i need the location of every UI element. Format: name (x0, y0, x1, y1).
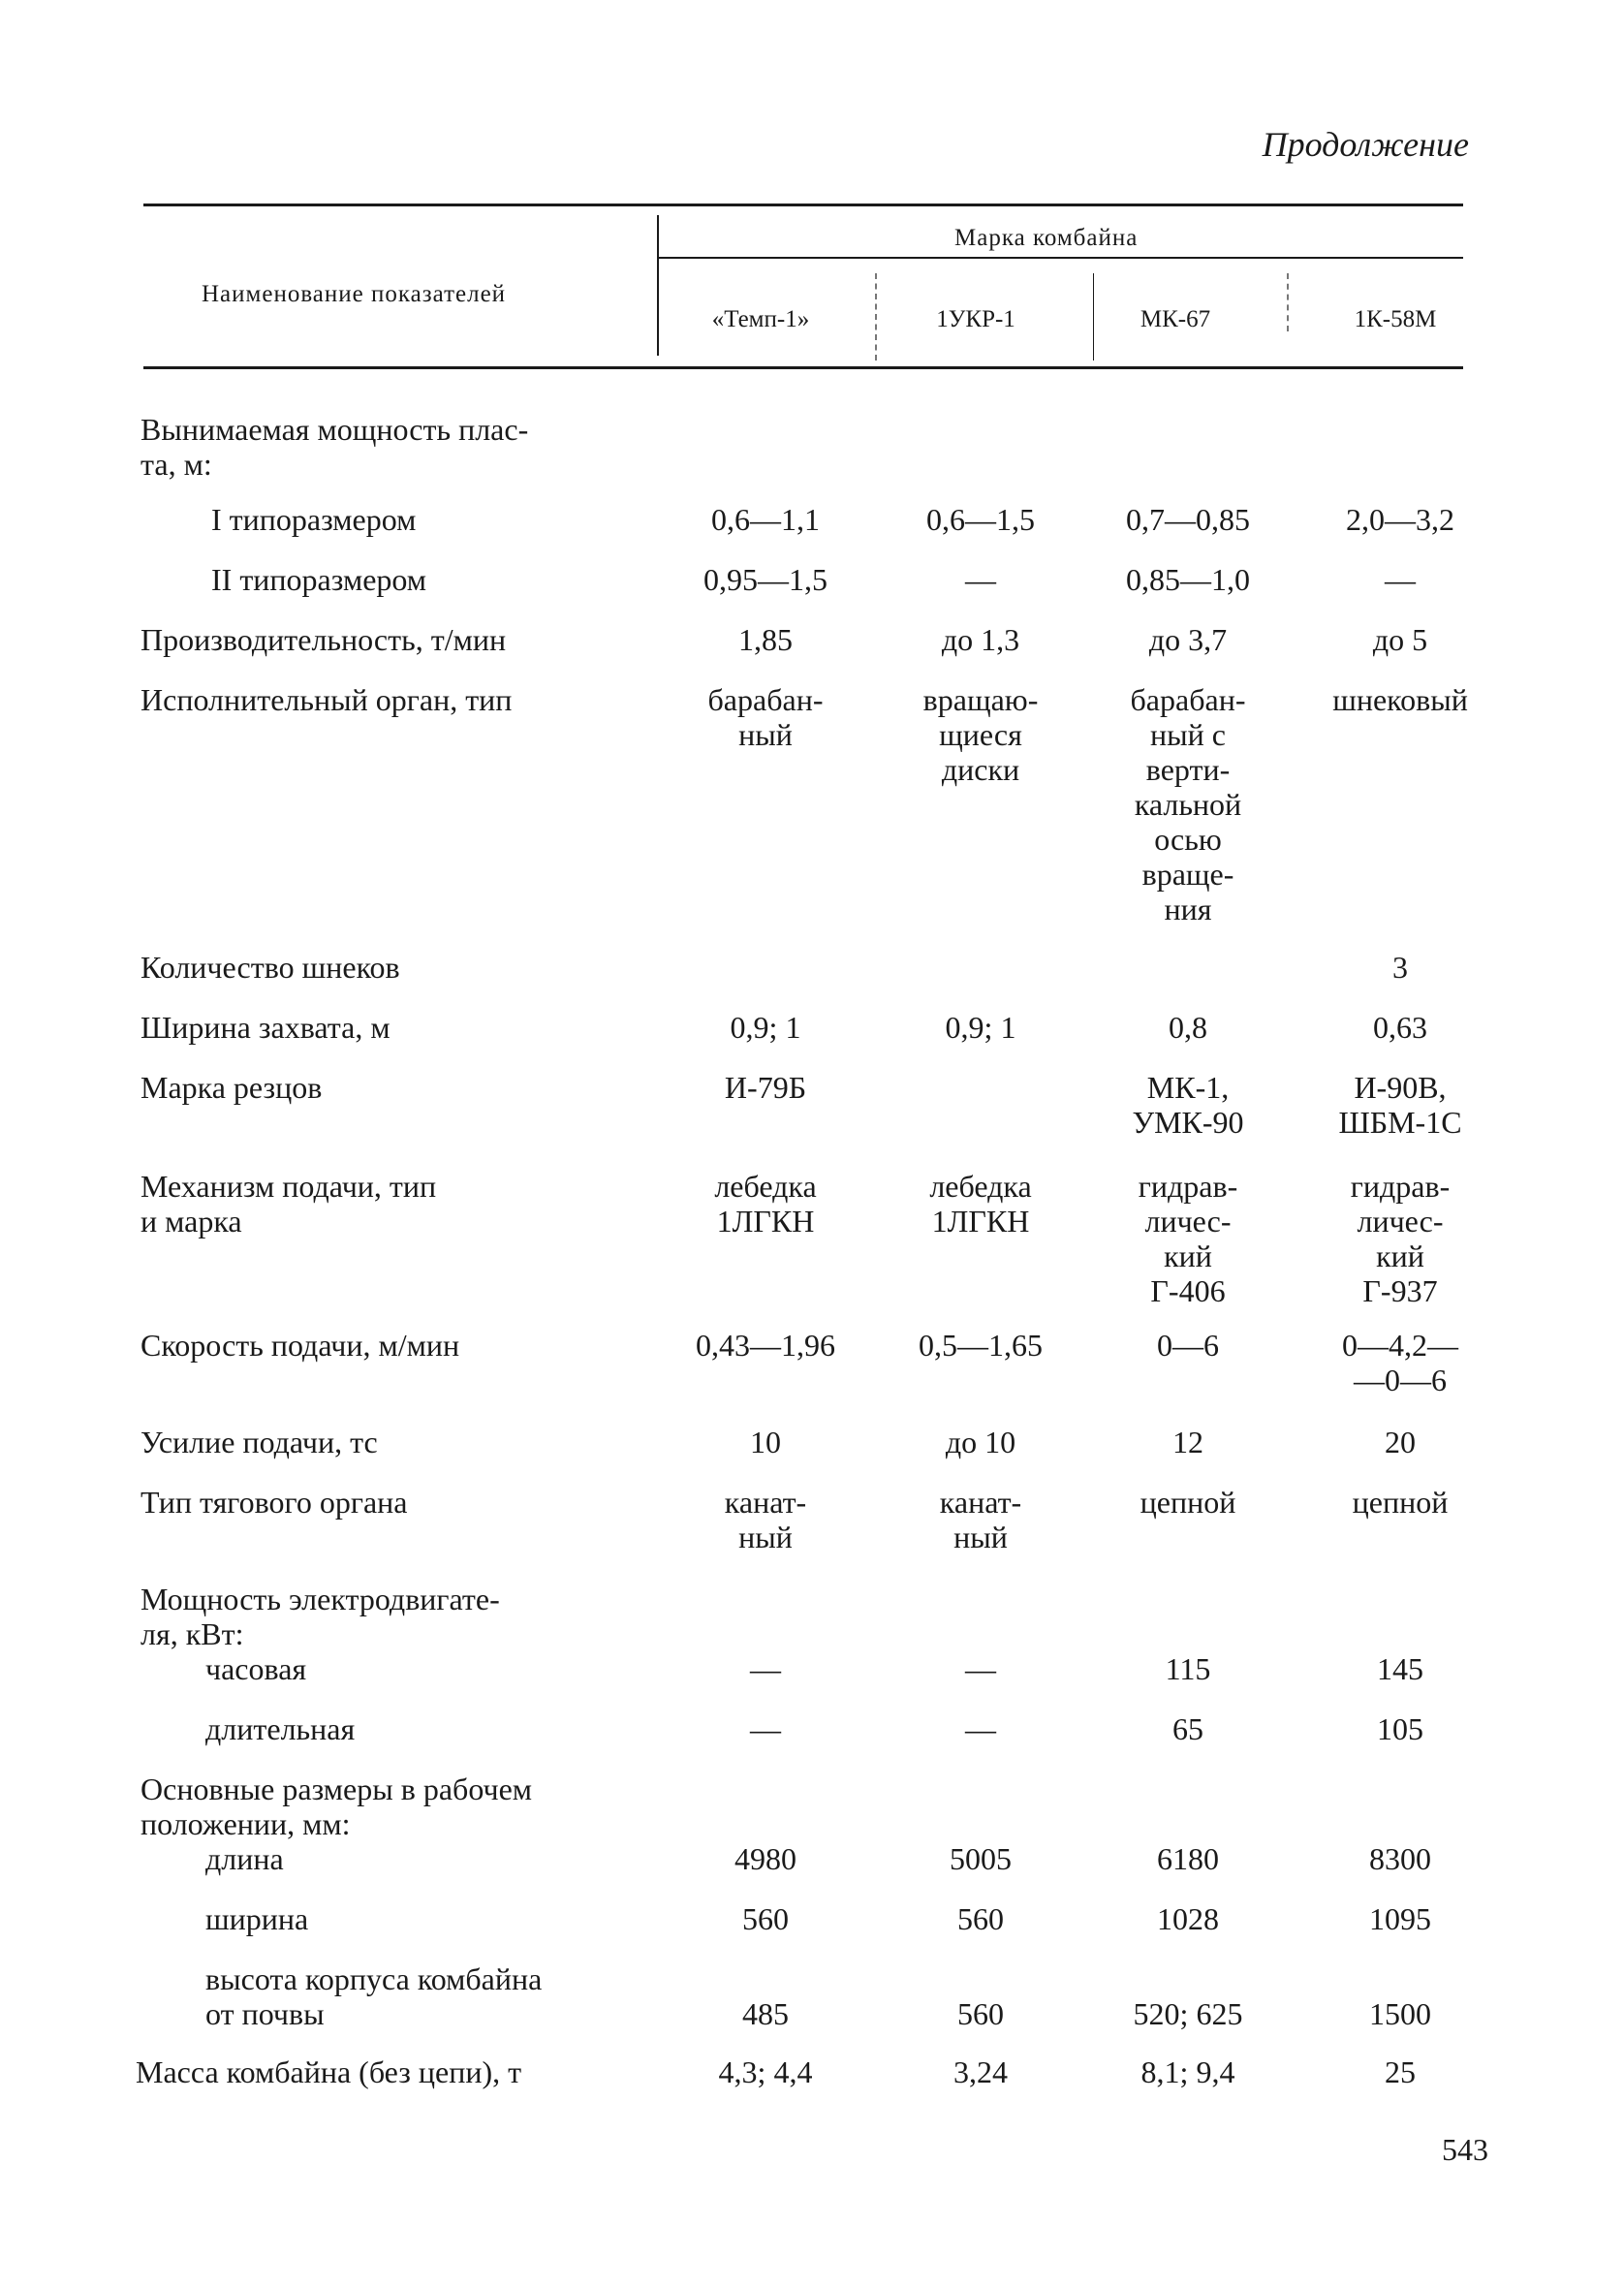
cell-mk-67: МК-1, УМК-90 (1132, 1070, 1244, 1140)
cell-1k-58m: до 5 (1372, 622, 1428, 657)
row-label: Вынимаемая мощность плас- та, м: (141, 412, 529, 482)
cell-mk-67: 115 (1165, 1651, 1211, 1686)
cell-1k-58m: шнековый (1332, 682, 1468, 717)
header-divider (657, 215, 659, 356)
cell-temp-1: 1,85 (738, 622, 793, 657)
page-number: 543 (1442, 2132, 1488, 2167)
cell-mk-67: цепной (1140, 1485, 1236, 1520)
header-bottom-rule (143, 366, 1463, 369)
cell-1ukr-1: лебедка 1ЛГКН (929, 1169, 1032, 1239)
row-label: Марка резцов (141, 1070, 323, 1105)
cell-mk-67: 6180 (1157, 1841, 1219, 1876)
row-label: Мощность электродвигате- ля, кВт: (141, 1582, 500, 1651)
cell-mk-67: 520; 625 (1133, 1996, 1243, 2031)
row-label: Скорость подачи, м/мин (141, 1328, 460, 1363)
row-label: ширина (205, 1901, 309, 1936)
row-label: Усилие подачи, тс (141, 1425, 378, 1459)
row-label: Производительность, т/мин (141, 622, 507, 657)
cell-1ukr-1: 3,24 (953, 2054, 1008, 2089)
table-top-rule (143, 204, 1463, 206)
cell-temp-1: 0,95—1,5 (703, 562, 828, 597)
cell-1k-58m: 25 (1385, 2054, 1416, 2089)
cell-temp-1: 4980 (734, 1841, 796, 1876)
cell-temp-1: 0,9; 1 (730, 1010, 801, 1045)
cell-1k-58m: 8300 (1369, 1841, 1431, 1876)
group-rule (657, 257, 1463, 259)
cell-mk-67: барабан- ный с верти- кальной осью враще- ния (1130, 682, 1246, 926)
cell-1k-58m: цепной (1352, 1485, 1449, 1520)
cell-1k-58m: 2,0—3,2 (1346, 502, 1454, 537)
cell-mk-67: 65 (1172, 1711, 1203, 1746)
row-label: длина (205, 1841, 284, 1876)
row-label: длительная (205, 1711, 356, 1746)
cell-1k-58m: 1500 (1369, 1996, 1431, 2031)
model-divider-3 (1287, 273, 1289, 331)
cell-temp-1: И-79Б (724, 1070, 807, 1105)
parameter-column-header: Наименование показателей (202, 281, 507, 307)
model-group-header: Марка комбайна (954, 225, 1139, 251)
cell-1ukr-1: 0,6—1,5 (926, 502, 1035, 537)
row-label: II типоразмером (211, 562, 427, 597)
cell-mk-67: 12 (1172, 1425, 1203, 1459)
cell-1k-58m: 0,63 (1373, 1010, 1427, 1045)
cell-1ukr-1: до 10 (945, 1425, 1016, 1459)
cell-1ukr-1: — (965, 1711, 996, 1746)
row-label: Масса комбайна (без цепи), т (136, 2054, 522, 2089)
model-divider-1 (875, 273, 877, 361)
cell-temp-1: 0,43—1,96 (696, 1328, 835, 1363)
cell-temp-1: 10 (750, 1425, 781, 1459)
cell-1ukr-1: до 1,3 (941, 622, 1020, 657)
cell-1ukr-1: канат- ный (939, 1485, 1022, 1554)
cell-1ukr-1: 5005 (950, 1841, 1012, 1876)
cell-temp-1: 485 (742, 1996, 789, 2031)
cell-temp-1: 4,3; 4,4 (718, 2054, 813, 2089)
cell-temp-1: канат- ный (724, 1485, 807, 1554)
cell-mk-67: 8,1; 9,4 (1140, 2054, 1235, 2089)
cell-1k-58m: — (1385, 562, 1416, 597)
cell-mk-67: 1028 (1157, 1901, 1219, 1936)
cell-temp-1: лебедка 1ЛГКН (714, 1169, 817, 1239)
row-label: I типоразмером (211, 502, 417, 537)
row-label: Ширина захвата, м (141, 1010, 390, 1045)
row-label: высота корпуса комбайна от почвы (205, 1961, 543, 2031)
row-label: часовая (205, 1651, 307, 1686)
cell-temp-1: — (750, 1651, 781, 1686)
row-label: Количество шнеков (141, 950, 400, 985)
cell-1k-58m: 20 (1385, 1425, 1416, 1459)
cell-1ukr-1: 560 (957, 1996, 1004, 2031)
cell-temp-1: барабан- ный (707, 682, 824, 752)
continuation-label: Продолжение (1262, 125, 1469, 164)
cell-1ukr-1: — (965, 1651, 996, 1686)
cell-temp-1: 560 (742, 1901, 789, 1936)
cell-1ukr-1: — (965, 562, 996, 597)
model-header-mk-67: МК-67 (1140, 306, 1211, 332)
cell-1ukr-1: вращаю- щиеся диски (922, 682, 1039, 787)
cell-mk-67: 0,7—0,85 (1126, 502, 1250, 537)
cell-mk-67: 0—6 (1157, 1328, 1219, 1363)
row-label: Механизм подачи, тип и марка (141, 1169, 437, 1239)
row-label: Исполнительный орган, тип (141, 682, 513, 717)
cell-1k-58m: И-90В, ШБМ-1С (1338, 1070, 1462, 1140)
cell-1k-58m: 105 (1377, 1711, 1423, 1746)
cell-mk-67: гидрав- личес- кий Г-406 (1138, 1169, 1238, 1308)
cell-1ukr-1: 0,5—1,65 (919, 1328, 1043, 1363)
cell-1ukr-1: 560 (957, 1901, 1004, 1936)
row-label: Тип тягового органа (141, 1485, 408, 1520)
cell-mk-67: 0,85—1,0 (1126, 562, 1250, 597)
cell-mk-67: до 3,7 (1148, 622, 1228, 657)
cell-1k-58m: 145 (1377, 1651, 1423, 1686)
cell-1ukr-1: 0,9; 1 (945, 1010, 1016, 1045)
model-header-1k-58m: 1К-58М (1354, 306, 1437, 332)
row-label: Основные размеры в рабочем положении, мм: (141, 1772, 533, 1841)
cell-1k-58m: 0—4,2— —0—6 (1342, 1328, 1458, 1397)
cell-1k-58m: 1095 (1369, 1901, 1431, 1936)
cell-1k-58m: 3 (1392, 950, 1408, 985)
cell-mk-67: 0,8 (1169, 1010, 1207, 1045)
cell-1k-58m: гидрав- личес- кий Г-937 (1350, 1169, 1451, 1308)
cell-temp-1: 0,6—1,1 (711, 502, 820, 537)
model-header-temp-1: «Темп-1» (711, 306, 810, 332)
model-header-1ukr-1: 1УКР-1 (936, 306, 1015, 332)
cell-temp-1: — (750, 1711, 781, 1746)
